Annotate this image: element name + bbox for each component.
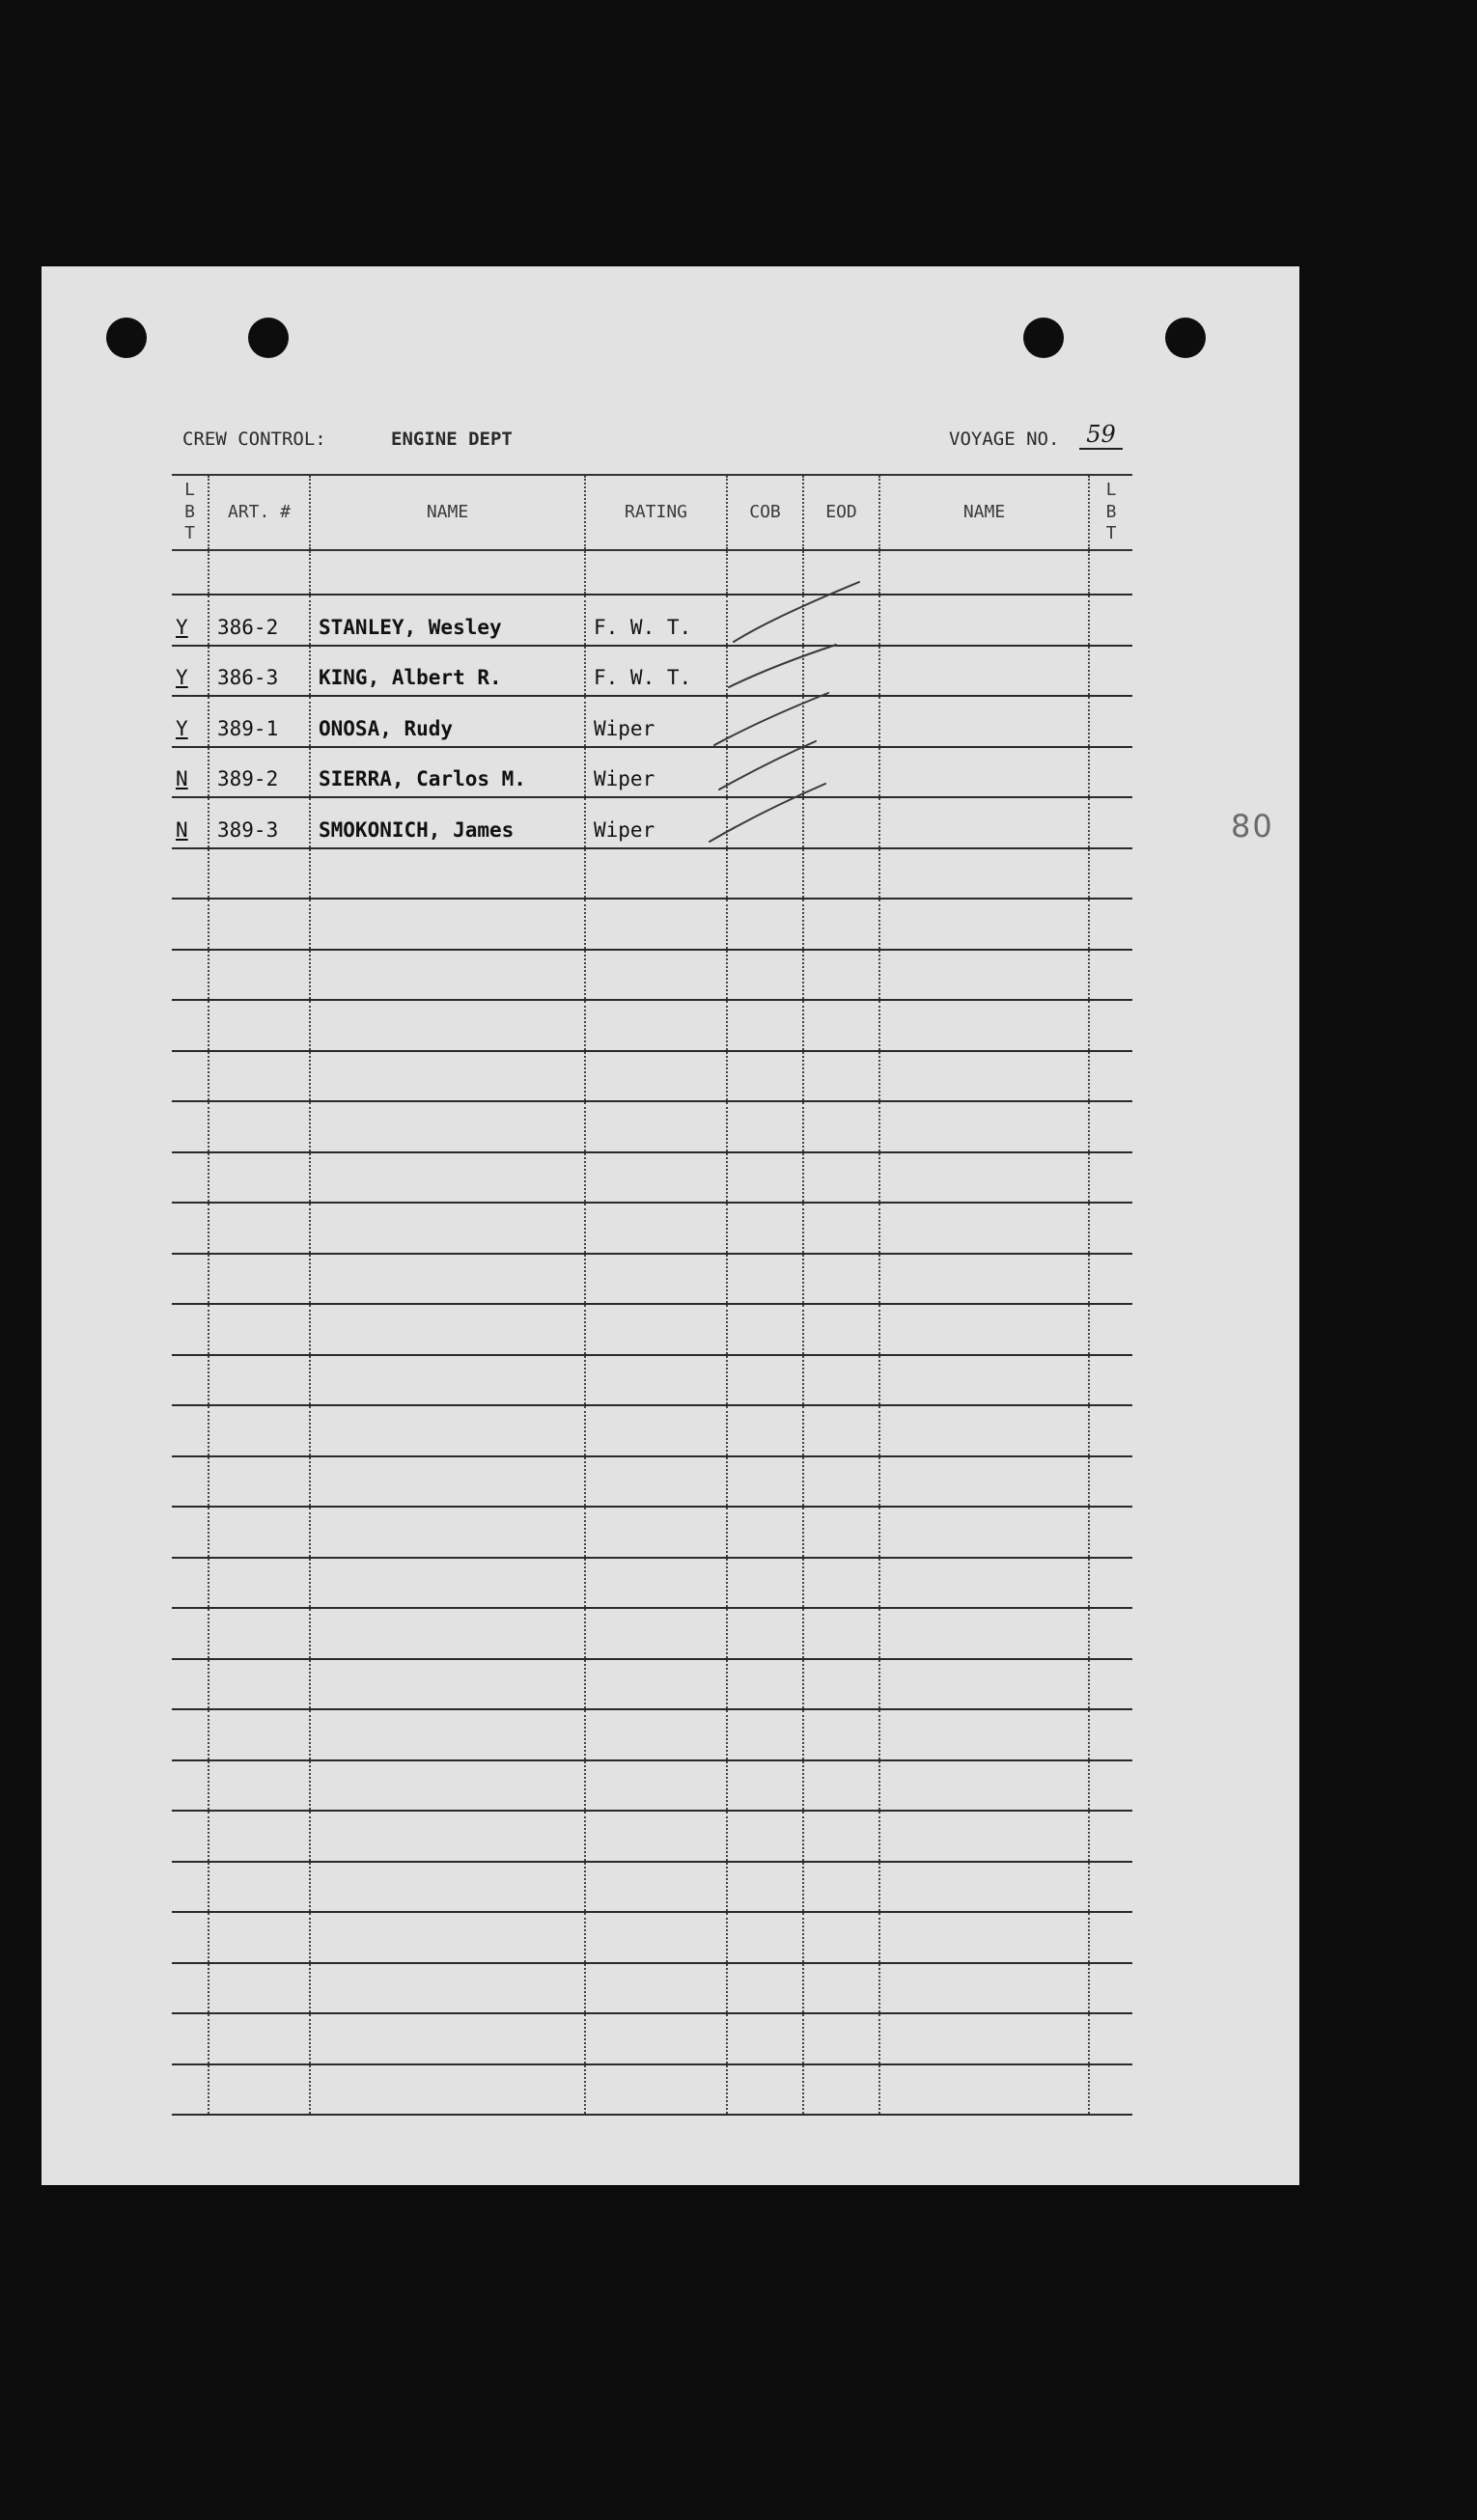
col-art: ART. # xyxy=(209,475,310,550)
check-mark-3 xyxy=(714,693,828,745)
cell-name: STANLEY, Wesley xyxy=(310,595,585,646)
col-cob: COB xyxy=(727,475,803,550)
col-name-2: NAME xyxy=(879,475,1089,550)
cell-lbt: Y xyxy=(172,646,209,697)
cell-art: 389-1 xyxy=(209,696,310,747)
voyage-label: VOYAGE NO. xyxy=(949,429,1060,450)
cell-rating: F. W. T. xyxy=(585,595,727,646)
col-eod: EOD xyxy=(803,475,879,550)
col-lbt-2: L B T xyxy=(1089,475,1132,550)
cell-lbt: Y xyxy=(172,696,209,747)
cell-rating: Wiper xyxy=(585,696,727,747)
voyage-number: 59 xyxy=(1079,421,1123,450)
col-name: NAME xyxy=(310,475,585,550)
cell-art: 386-2 xyxy=(209,595,310,646)
cell-name: SIERRA, Carlos M. xyxy=(310,747,585,798)
cell-lbt: Y xyxy=(172,595,209,646)
crew-control-label: CREW CONTROL: xyxy=(182,429,326,450)
cell-lbt: N xyxy=(172,797,209,848)
cell-lbt: N xyxy=(172,747,209,798)
side-number: 80 xyxy=(1231,808,1274,845)
cell-art: 389-3 xyxy=(209,797,310,848)
cell-art: 386-3 xyxy=(209,646,310,697)
department-label: ENGINE DEPT xyxy=(391,429,513,450)
cell-name: ONOSA, Rudy xyxy=(310,696,585,747)
check-mark-2 xyxy=(729,645,836,687)
cell-rating: F. W. T. xyxy=(585,646,727,697)
cell-rating: Wiper xyxy=(585,797,727,848)
cell-rating: Wiper xyxy=(585,747,727,798)
cell-name: KING, Albert R. xyxy=(310,646,585,697)
col-rating: RATING xyxy=(585,475,727,550)
cell-art: 389-2 xyxy=(209,747,310,798)
cell-name: SMOKONICH, James xyxy=(310,797,585,848)
check-mark-4 xyxy=(719,741,816,789)
col-lbt: L B T xyxy=(172,475,209,550)
check-mark-1 xyxy=(734,582,859,642)
check-mark-5 xyxy=(710,784,825,842)
